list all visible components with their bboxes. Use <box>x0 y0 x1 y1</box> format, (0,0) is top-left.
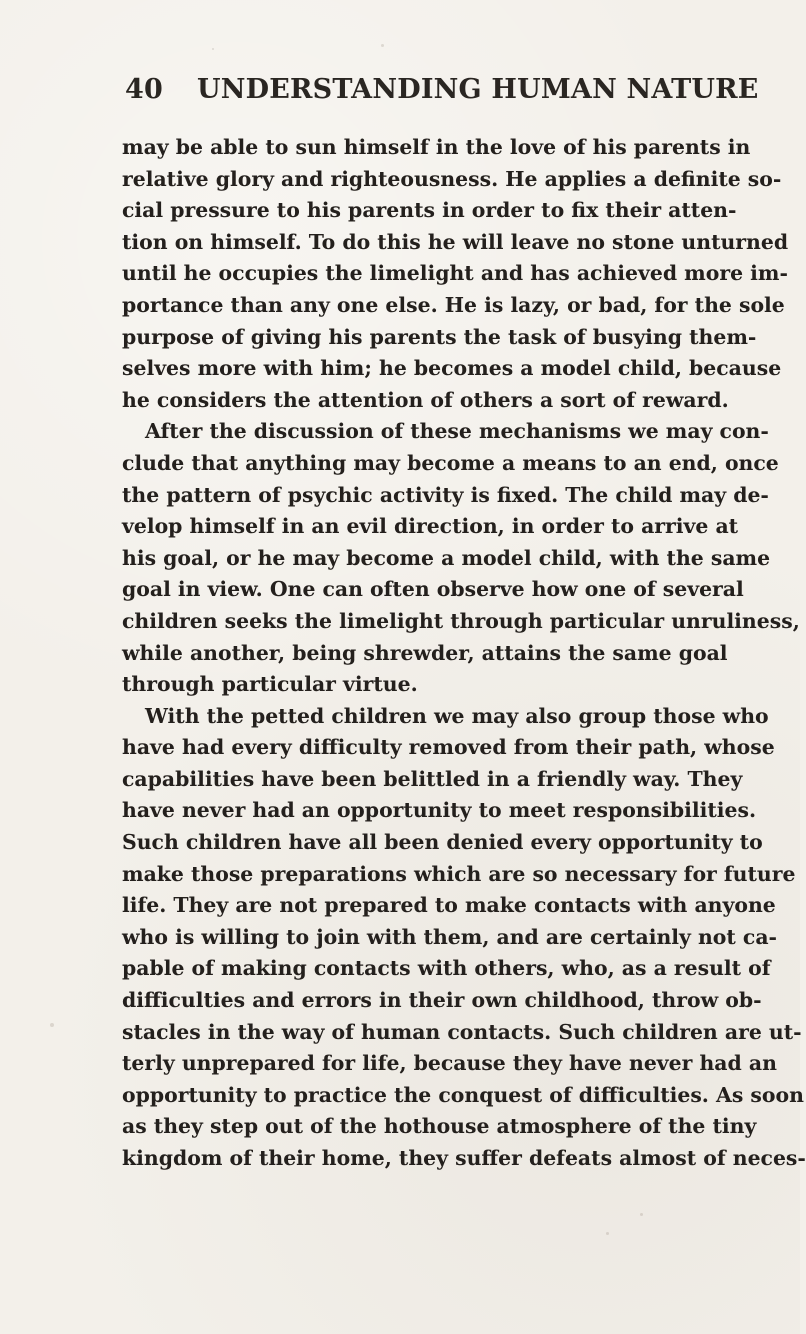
text-line: terly unprepared for life, because they have never had an <box>122 1051 777 1076</box>
text-line: kingdom of their home, they suffer defeats almost of neces- <box>122 1146 806 1170</box>
text-line: velop himself in an evil direction, in order to arrive at <box>122 514 739 539</box>
paper-speck <box>606 1232 609 1235</box>
paper-speck <box>406 1128 409 1131</box>
text-line: make those preparations which are so necessary for future <box>122 861 796 886</box>
text-line: With the petted children we may also group those who <box>145 703 769 728</box>
text-line: relative glory and righteousness. He applies a definite so- <box>122 166 782 191</box>
text-line: may be able to sun himself in the love of his parents in <box>122 135 751 159</box>
text-line: cial pressure to his parents in order to fix their atten- <box>122 198 737 223</box>
text-line: he considers the attention of others a sort of reward. <box>122 387 729 412</box>
text-line: opportunity to practice the conquest of difficulties. As soon <box>122 1082 804 1107</box>
text-line: capabilities have been belittled in a friendly way. They <box>122 766 743 791</box>
body-text <box>122 132 806 1175</box>
text-line: the pattern of psychic activity is fixed. The child may de- <box>122 482 769 507</box>
text-line: selves more with him; he becomes a model child, because <box>122 356 782 381</box>
text-line: portance than any one else. He is lazy, or bad, for the sole <box>122 292 785 317</box>
page-number: 40 <box>125 74 163 105</box>
text-line: purpose of giving his parents the task of busying them- <box>122 324 757 349</box>
text-line: who is willing to join with them, and are certainly not ca- <box>122 924 777 949</box>
text-line: children seeks the limelight through particular unruliness, <box>122 608 800 633</box>
text-line: his goal, or he may become a model child, with the same <box>122 545 771 570</box>
text-line: difficulties and errors in their own childhood, throw ob- <box>122 988 762 1013</box>
running-head-title: UNDERSTANDING HUMAN NATURE <box>197 74 759 105</box>
paper-speck <box>640 1213 643 1216</box>
paper-speck <box>381 44 384 47</box>
text-line: while another, being shrewder, attains the same goal <box>122 640 728 665</box>
text-line: have never had an opportunity to meet responsibilities. <box>122 798 757 823</box>
text-line: stacles in the way of human contacts. Such children are ut- <box>122 1019 802 1044</box>
text-line: Such children have all been denied every opportunity to <box>122 830 763 855</box>
text-line: tion on himself. To do this he will leave no stone unturned <box>122 229 789 254</box>
page-header <box>125 74 759 110</box>
text-line: as they step out of the hothouse atmosphere of the tiny <box>122 1114 757 1139</box>
paper-speck <box>212 48 214 50</box>
text-line: life. They are not prepared to make contacts with anyone <box>122 893 776 918</box>
text-line: clude that anything may become a means to an end, once <box>122 450 779 475</box>
text-line: pable of making contacts with others, who, as a result of <box>122 956 771 981</box>
text-line: goal in view. One can often observe how one of several <box>122 577 744 602</box>
text-line: until he occupies the limelight and has achieved more im- <box>122 261 788 286</box>
text-line: have had every difficulty removed from their path, whose <box>122 735 775 760</box>
text-line: After the discussion of these mechanisms we may con- <box>145 419 769 444</box>
text-line: through particular virtue. <box>122 672 418 697</box>
paper-speck <box>50 1023 54 1027</box>
